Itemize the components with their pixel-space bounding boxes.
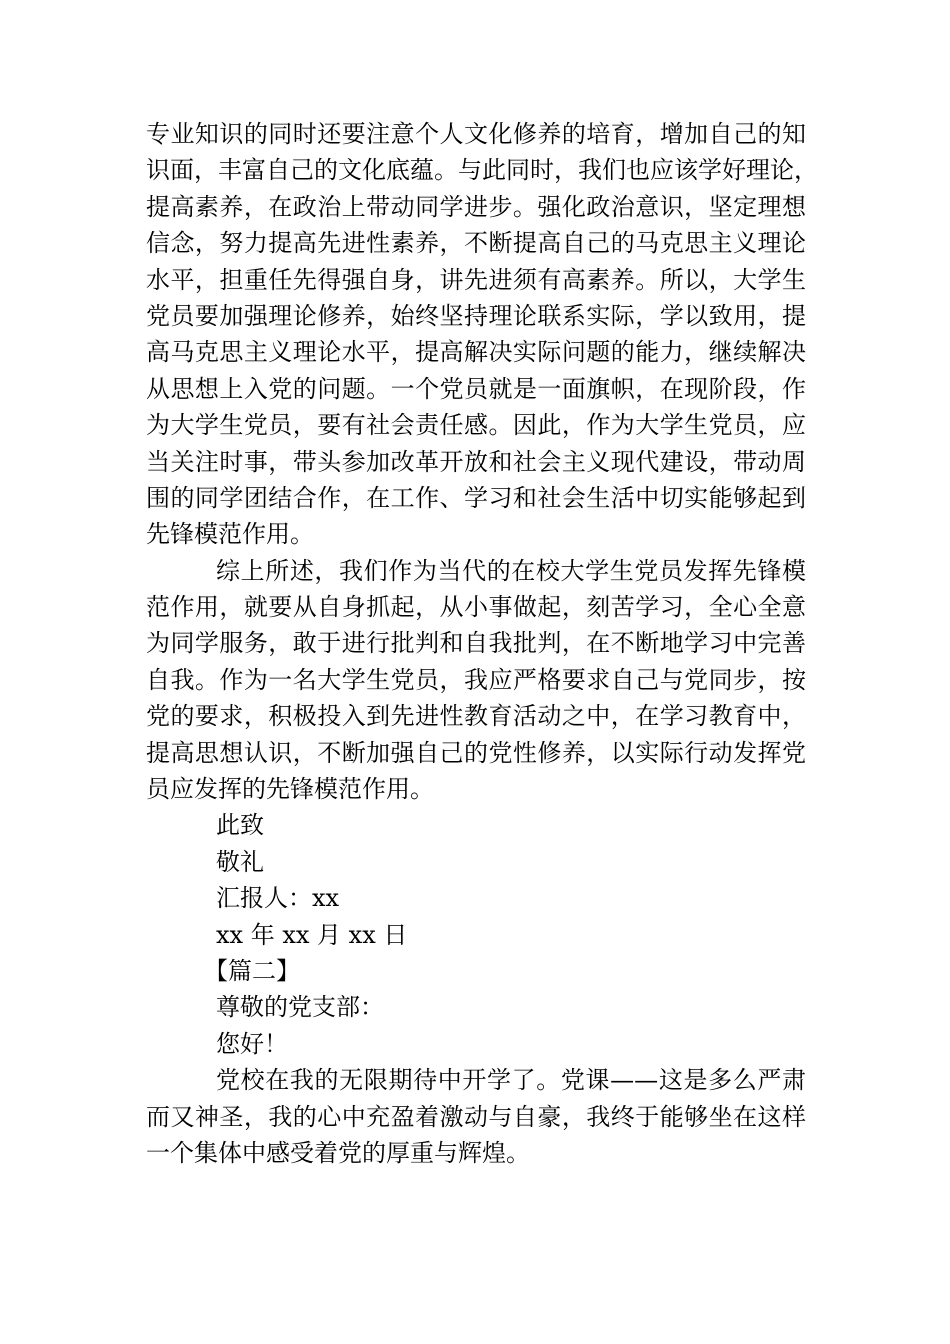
text-line: 而又神圣，我的心中充盈着激动与自豪，我终于能够坐在这样	[146, 1102, 806, 1131]
text-line: 为同学服务，敢于进行批判和自我批判，在不断地学习中完善	[146, 629, 806, 658]
paragraph-2	[146, 553, 806, 808]
salutation-line: 此致	[216, 811, 264, 840]
text-line: 范作用，就要从自身抓起，从小事做起，刻苦学习，全心全意	[146, 593, 806, 622]
text-line: 综上所述，我们作为当代的在校大学生党员发挥先锋模	[216, 556, 806, 585]
text-line: 水平，担重任先得强自身，讲先进须有高素养。所以，大学生	[146, 265, 806, 294]
reporter-line: 汇报人：xx	[216, 884, 340, 913]
paragraph-3	[146, 1062, 806, 1171]
text-line: 党的要求，积极投入到先进性教育活动之中，在学习教育中，	[146, 702, 806, 731]
text-line: 信念，努力提高先进性素养，不断提高自己的马克思主义理论	[146, 229, 806, 258]
paragraph-1	[146, 116, 818, 553]
text-line: 当关注时事，带头参加改革开放和社会主义现代建设，带动周	[146, 447, 806, 476]
text-line: 专业知识的同时还要注意个人文化修养的培育，增加自己的知	[146, 120, 806, 148]
addressee-line: 尊敬的党支部：	[216, 993, 384, 1022]
text-line: 识面，丰富自己的文化底蕴。与此同时，我们也应该学好理论，	[146, 156, 818, 185]
section-marker: 【篇二】	[204, 956, 300, 985]
text-line: 先锋模范作用。	[146, 520, 314, 549]
salutation-line: 敬礼	[216, 847, 264, 876]
text-line: 为大学生党员，要有社会责任感。因此，作为大学生党员，应	[146, 411, 806, 440]
text-line: 员应发挥的先锋模范作用。	[146, 775, 434, 804]
closing-block	[146, 807, 806, 953]
text-line: 一个集体中感受着党的厚重与辉煌。	[146, 1138, 530, 1167]
text-line: 从思想上入党的问题。一个党员就是一面旗帜，在现阶段，作	[146, 374, 806, 403]
text-line: 围的同学团结合作，在工作、学习和社会生活中切实能够起到	[146, 483, 806, 512]
greeting-block	[146, 989, 806, 1062]
hello-line: 您好！	[216, 1029, 288, 1058]
text-line: 提高素养，在政治上带动同学进步。强化政治意识，坚定理想	[146, 192, 806, 221]
text-line: 党校在我的无限期待中开学了。党课——这是多么严肃	[216, 1066, 806, 1095]
text-line: 党员要加强理论修养，始终坚持理论联系实际，学以致用，提	[146, 301, 806, 330]
document-body	[146, 116, 818, 1171]
date-line: xx 年 xx 月 xx 日	[216, 920, 408, 949]
text-line: 高马克思主义理论水平，提高解决实际问题的能力，继续解决	[146, 338, 806, 367]
text-line: 提高思想认识，不断加强自己的党性修养，以实际行动发挥党	[146, 738, 806, 767]
text-line: 自我。作为一名大学生党员，我应严格要求自己与党同步，按	[146, 665, 806, 694]
